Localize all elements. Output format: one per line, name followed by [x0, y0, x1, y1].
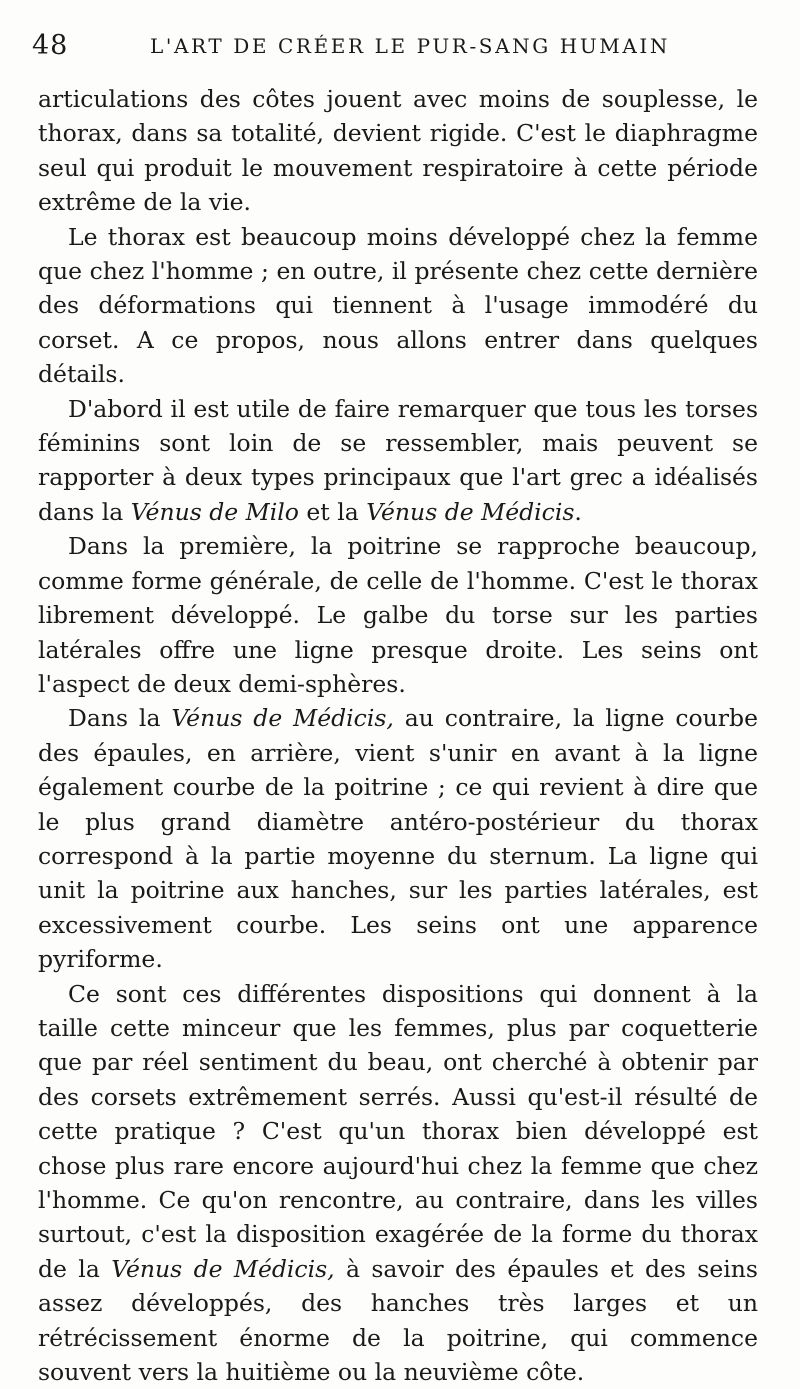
italic-title-venus-de-medicis: Vénus de Médicis [366, 497, 575, 526]
italic-title-venus-de-milo: Vénus de Milo [130, 497, 299, 526]
body-text [38, 82, 758, 1389]
paragraph-1 [38, 82, 758, 220]
paragraph-text: D'abord il est utile de faire remarquer que tous les torses féminins sont loin de se ressembler, mais peuvent se rapporter à deux types principaux que l'art grec a idéalisés dans la [38, 394, 758, 526]
paragraph-4 [38, 529, 758, 701]
paragraph-3 [38, 392, 758, 530]
paragraph-text: et la [298, 497, 367, 526]
running-title: L'ART DE CRÉER LE PUR-SANG HUMAIN [150, 34, 671, 58]
paragraph-text: à savoir des épaules et des seins assez développés, des hanches très larges et un rétrécissement énorme de la poitrine, qui commence souvent vers la huitième ou la neuvième côte. [38, 1254, 758, 1387]
paragraph-text: Dans la [68, 704, 172, 733]
paragraph-text: Le thorax est beaucoup moins développé chez la femme que chez l'homme ; en outre, il présente chez cette dernière des déformations qui tiennent à l'usage immodéré du corset. A ce propos, nous allons entrer dans quelques détails. [38, 222, 758, 389]
paragraph-6 [38, 977, 758, 1389]
paragraph-text: articulations des côtes jouent avec moins de souplesse, le thorax, dans sa totalité, devient rigide. C'est le diaphragme seul qui produit le mouvement respiratoire à cette période extrême de la vie. [38, 85, 758, 217]
paragraph-text: Ce sont ces différentes dispositions qui donnent à la taille cette minceur que les femmes, plus par coquetterie que par réel sentiment du beau, ont cherché à obtenir par des corsets extrêmement serrés. Aussi qu'est-il résulté de cette pratique ? C'est qu'un thorax bien développé est chose plus rare encore aujourd'hui chez la femme que chez l'homme. Ce qu'on rencontre, au contraire, dans les villes surtout, c'est la disposition exagérée de la forme du thorax de la [38, 979, 758, 1283]
paragraph-text: au contraire, la ligne courbe des épaules, en arrière, vient s'unir en avant à la ligne également courbe de la poitrine ; ce qui revient à dire que le plus grand diamètre antéro-postérieur du thorax correspond à la partie moyenne du sternum. La ligne qui unit la poitrine aux hanches, sur les parties latérales, est excessivement courbe. Les seins ont une apparence pyriforme. [38, 704, 758, 974]
paragraph-text: . [574, 497, 582, 526]
italic-title-venus-de-medicis: Vénus de Médicis, [171, 704, 394, 733]
page-number: 48 [32, 30, 69, 61]
paragraph-2 [38, 220, 758, 392]
page-header [32, 30, 760, 64]
italic-title-venus-de-medicis: Vénus de Médicis, [111, 1254, 335, 1283]
paragraph-5 [38, 701, 758, 976]
paragraph-text: Dans la première, la poitrine se rapproche beaucoup, comme forme générale, de celle de l'homme. C'est le thorax librement développé. Le galbe du torse sur les parties latérales offre une ligne presque droite. Les seins ont l'aspect de deux demi-sphères. [38, 532, 758, 698]
